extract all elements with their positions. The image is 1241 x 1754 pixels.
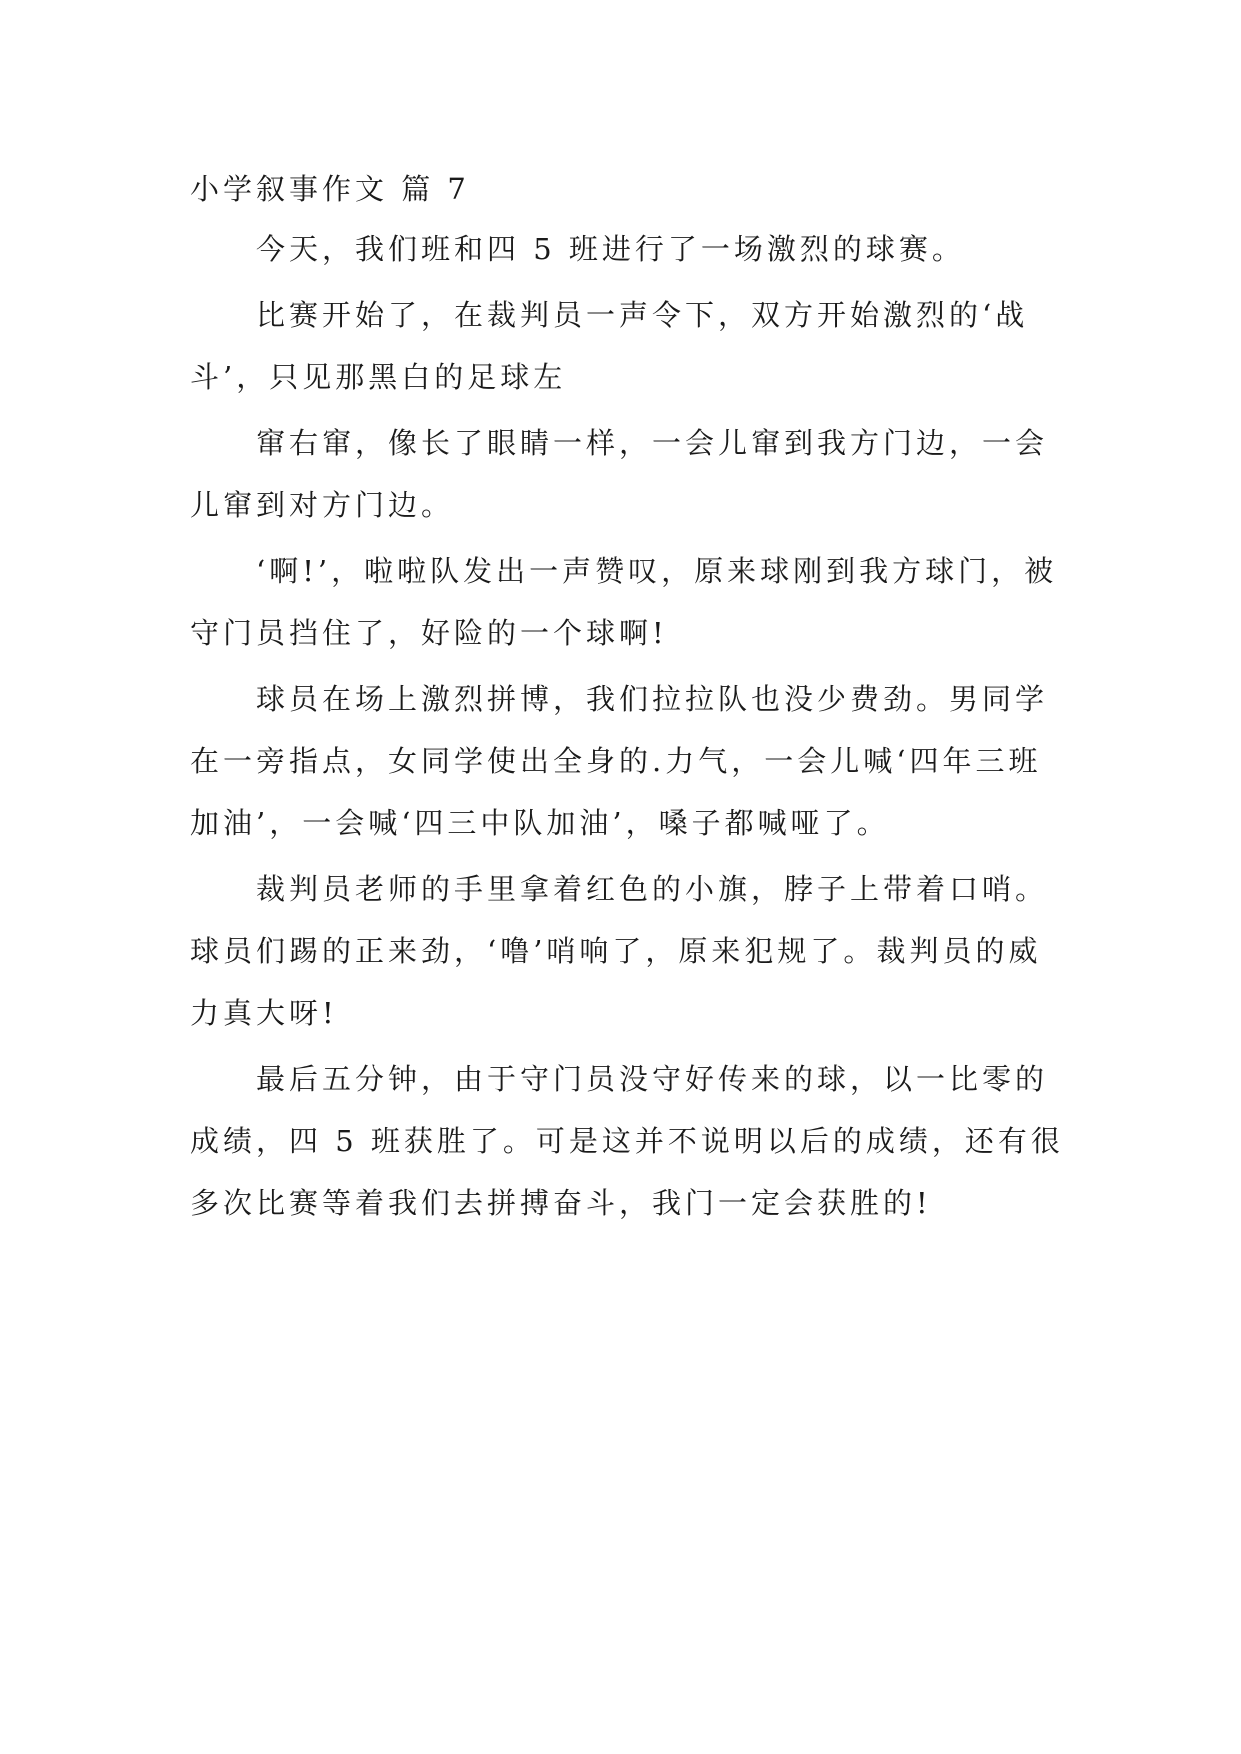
paragraph-5: 球员在场上激烈拼博，我们拉拉队也没少费劲。男同学在一旁指点，女同学使出全身的.力气，一会儿喊‘四年三班加油’，一会喊‘四三中队加油’，嗓子都喊哑了。	[190, 682, 1049, 840]
paragraph-6: 裁判员老师的手里拿着红色的小旗，脖子上带着口哨。球员们踢的正来劲，‘噜’哨响了，原来犯规了。裁判员的威力真大呀!	[190, 872, 1049, 1030]
paragraph-7: 最后五分钟，由于守门员没守好传来的球，以一比零的成绩，四 5 班获胜了。可是这并不说明以后的成绩，还有很多次比赛等着我们去拼搏奋斗，我门一定会获胜的!	[190, 1062, 1064, 1220]
document-body	[190, 160, 1070, 1238]
paragraph-1: 今天，我们班和四 5 班进行了一场激烈的球赛。	[256, 232, 965, 266]
paragraph-3: 窜右窜，像长了眼睛一样，一会儿窜到我方门边，一会儿窜到对方门边。	[190, 426, 1049, 522]
paragraph-2: 比赛开始了，在裁判员一声令下，双方开始激烈的‘战斗’，只见那黑白的足球左	[190, 298, 1029, 394]
document-title: 小学叙事作文 篇 7	[190, 172, 470, 206]
paragraph-4: ‘啊!’，啦啦队发出一声赞叹，原来球刚到我方球门，被守门员挡住了，好险的一个球啊!	[190, 554, 1058, 650]
